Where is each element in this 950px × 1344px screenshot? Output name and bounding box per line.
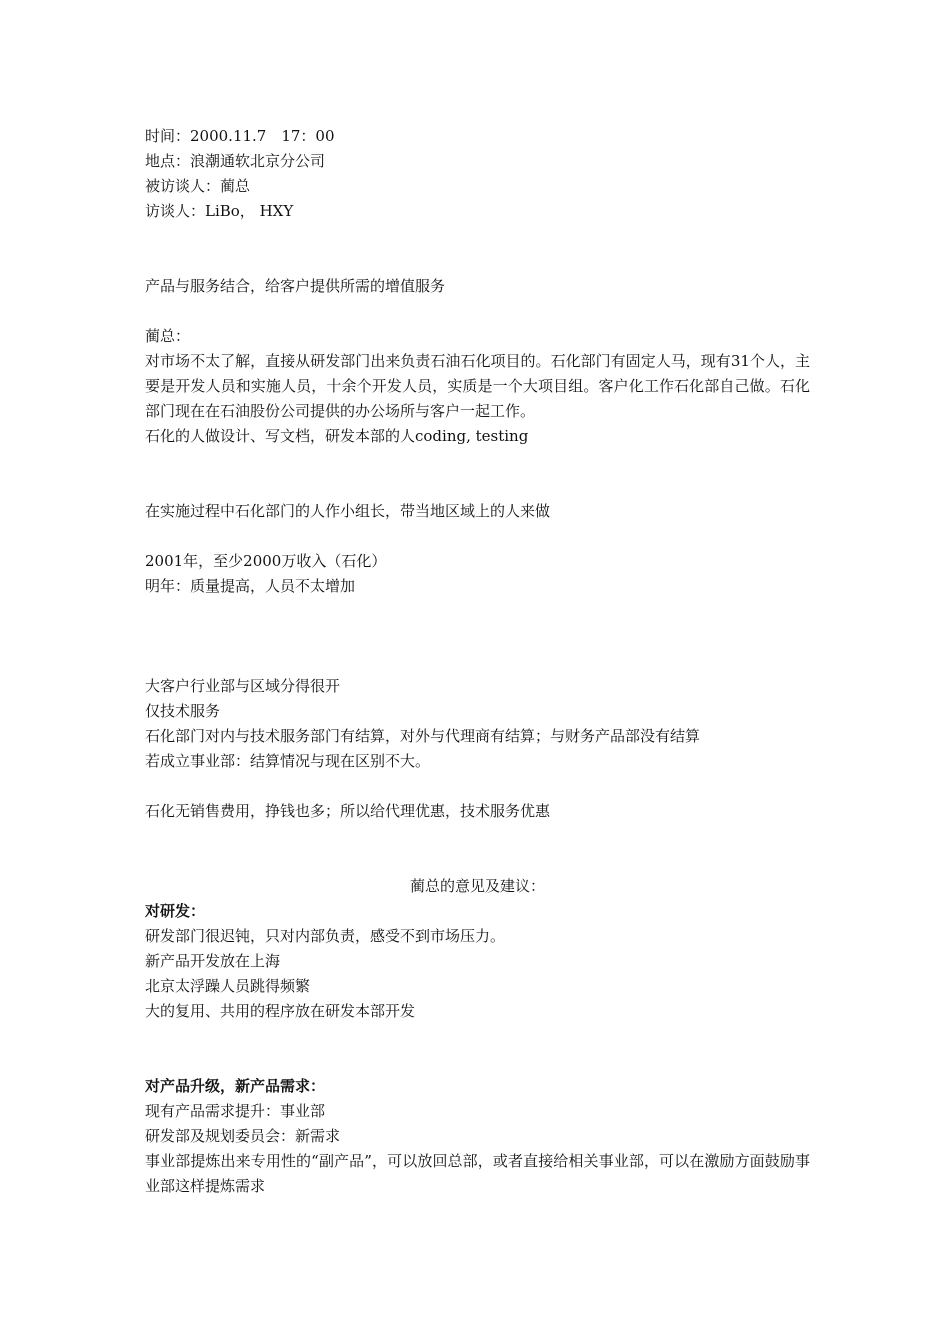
- list-item: 研发部及规划委员会：新需求: [145, 1127, 341, 1145]
- list-item: 现有产品需求提升：事业部: [145, 1102, 326, 1120]
- business-unit-note: 若成立事业部：结算情况与现在区别不大。: [145, 752, 431, 770]
- spacer: [145, 774, 810, 799]
- spacer: [145, 824, 810, 874]
- sales-cost-note: 石化无销售费用，挣钱也多；所以给代理优惠，技术服务优惠: [145, 802, 551, 820]
- document-page: [145, 124, 810, 1199]
- paragraph-design-docs: 石化的人做设计、写文档，研发本部的人coding, testing: [145, 427, 529, 445]
- list-item: 事业部提炼出来专用性的“副产品”，可以放回总部，或者直接给相关事业部，可以在激励方面鼓励事业部这样提炼需求: [145, 1152, 810, 1195]
- spacer: [145, 299, 810, 324]
- major-account-note: 大客户行业部与区域分得很开: [145, 677, 341, 695]
- list-item: 大的复用、共用的程序放在研发本部开发: [145, 1002, 416, 1020]
- next-year-plan: 明年：质量提高，人员不太增加: [145, 577, 356, 595]
- spacer: [145, 224, 810, 274]
- spacer: [145, 599, 810, 674]
- paragraph-market: 对市场不太了解，直接从研发部门出来负责石油石化项目的。石化部门有固定人马，现有31个人，主要是开发人员和实施人员，十余个开发人员，实质是一个大项目组。客户化工作石化部自己做。石化部门现在在石油股份公司提供的办公场所与客户一起工作。: [145, 352, 810, 420]
- meeting-place: 地点：浪潮通软北京分公司: [145, 152, 326, 170]
- interviewee: 被访谈人：蔺总: [145, 177, 251, 195]
- spacer: [145, 1024, 810, 1074]
- spacer: [145, 524, 810, 549]
- speaker-label: 蔺总：: [145, 327, 191, 345]
- spacer: [145, 449, 810, 499]
- list-item: 研发部门很迟钝，只对内部负责，感受不到市场压力。: [145, 927, 506, 945]
- meeting-time: 时间：2000.11.7 17：00: [145, 127, 335, 145]
- opinions-title: 蔺总的意见及建议：: [409, 877, 545, 895]
- paragraph-implementation: 在实施过程中石化部门的人作小组长，带当地区域上的人来做: [145, 502, 551, 520]
- list-item: 北京太浮躁人员跳得频繁: [145, 977, 311, 995]
- tech-service-note: 仅技术服务: [145, 702, 221, 720]
- product-heading: 对产品升级，新产品需求：: [145, 1077, 326, 1095]
- list-item: 新产品开发放在上海: [145, 952, 281, 970]
- revenue-2001: 2001年，至少2000万收入（石化）: [145, 552, 387, 570]
- interviewers: 访谈人：LiBo， HXY: [145, 202, 294, 220]
- rd-heading: 对研发：: [145, 902, 206, 920]
- theme-statement: 产品与服务结合，给客户提供所需的增值服务: [145, 277, 446, 295]
- settlement-note: 石化部门对内与技术服务部门有结算，对外与代理商有结算；与财务产品部没有结算: [145, 727, 701, 745]
